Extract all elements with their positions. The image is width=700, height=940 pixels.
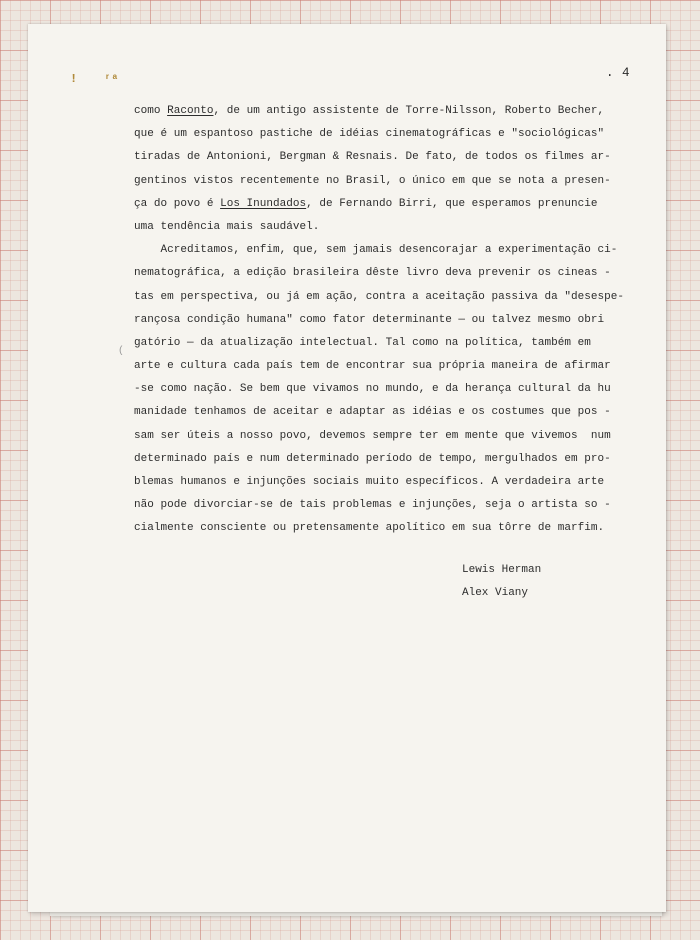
film-title-raconto: Raconto	[167, 105, 214, 117]
text-line: gatório — da atualização intelectual. Tal como na política, também em	[134, 336, 591, 349]
text-line: como Raconto, de um antigo assistente de Torre-Nilsson, Roberto Becher,	[134, 105, 605, 117]
text-line: blemas humanos e injunções sociais muito específicos. A verdadeira arte	[134, 476, 605, 488]
text-line: nematográfica, a edição brasileira dêste livro deva prevenir os cineas -	[134, 267, 611, 280]
punch-mark: ʳᵃ	[104, 72, 119, 86]
punch-mark: !	[70, 72, 78, 86]
text-line: tiradas de Antonioni, Bergman & Resnais. De fato, de todos os filmes ar-	[134, 151, 611, 164]
text-line: Acreditamos, enfim, que, sem jamais desencorajar a experimentação ci-	[134, 244, 618, 257]
signature-alex-viany: Alex Viany	[462, 587, 529, 599]
text-line: que é um espantoso pastiche de idéias cinematográficas e "sociológicas"	[134, 128, 605, 141]
signature-lewis-herman: Lewis Herman	[462, 564, 542, 576]
body-text	[134, 100, 634, 541]
text-line: determinado país e num determinado período de tempo, mergulhados em pro-	[134, 452, 611, 465]
text-line: arte e cultura cada país tem de encontrar sua própria maneira de afirmar	[134, 360, 611, 373]
text-line: rançosa condição humana" como fator determinante — ou talvez mesmo obri	[134, 313, 605, 326]
text-line: uma tendência mais saudável.	[134, 220, 320, 233]
text-line: gentinos vistos recentemente no Brasil, o único em que se nota a presen-	[134, 174, 611, 187]
text-line: -se como nação. Se bem que vivamos no mundo, e da herança cultural da hu	[134, 383, 611, 396]
text-line: cialmente consciente ou pretensamente apolítico em sua tôrre de marfim.	[134, 522, 605, 535]
text-line: não pode divorciar-se de tais problemas e injunções, seja o artista so -	[134, 499, 611, 512]
typed-page	[28, 24, 666, 912]
text-line: sam ser úteis a nosso povo, devemos sempre ter em mente que vivemos num	[134, 429, 611, 442]
margin-mark: (	[118, 346, 125, 357]
film-title-los-inundados: Los Inundados	[220, 197, 307, 210]
page-number: . 4	[606, 66, 631, 80]
text-line: ça do povo é Los Inundados, de Fernando Birri, que esperamos prenuncie	[134, 197, 598, 210]
text-line: manidade tenhamos de aceitar e adaptar as idéias e os costumes que pos -	[134, 406, 611, 419]
text-line: tas em perspectiva, ou já em ação, contra a aceitação passiva da "desespe-	[134, 290, 624, 303]
